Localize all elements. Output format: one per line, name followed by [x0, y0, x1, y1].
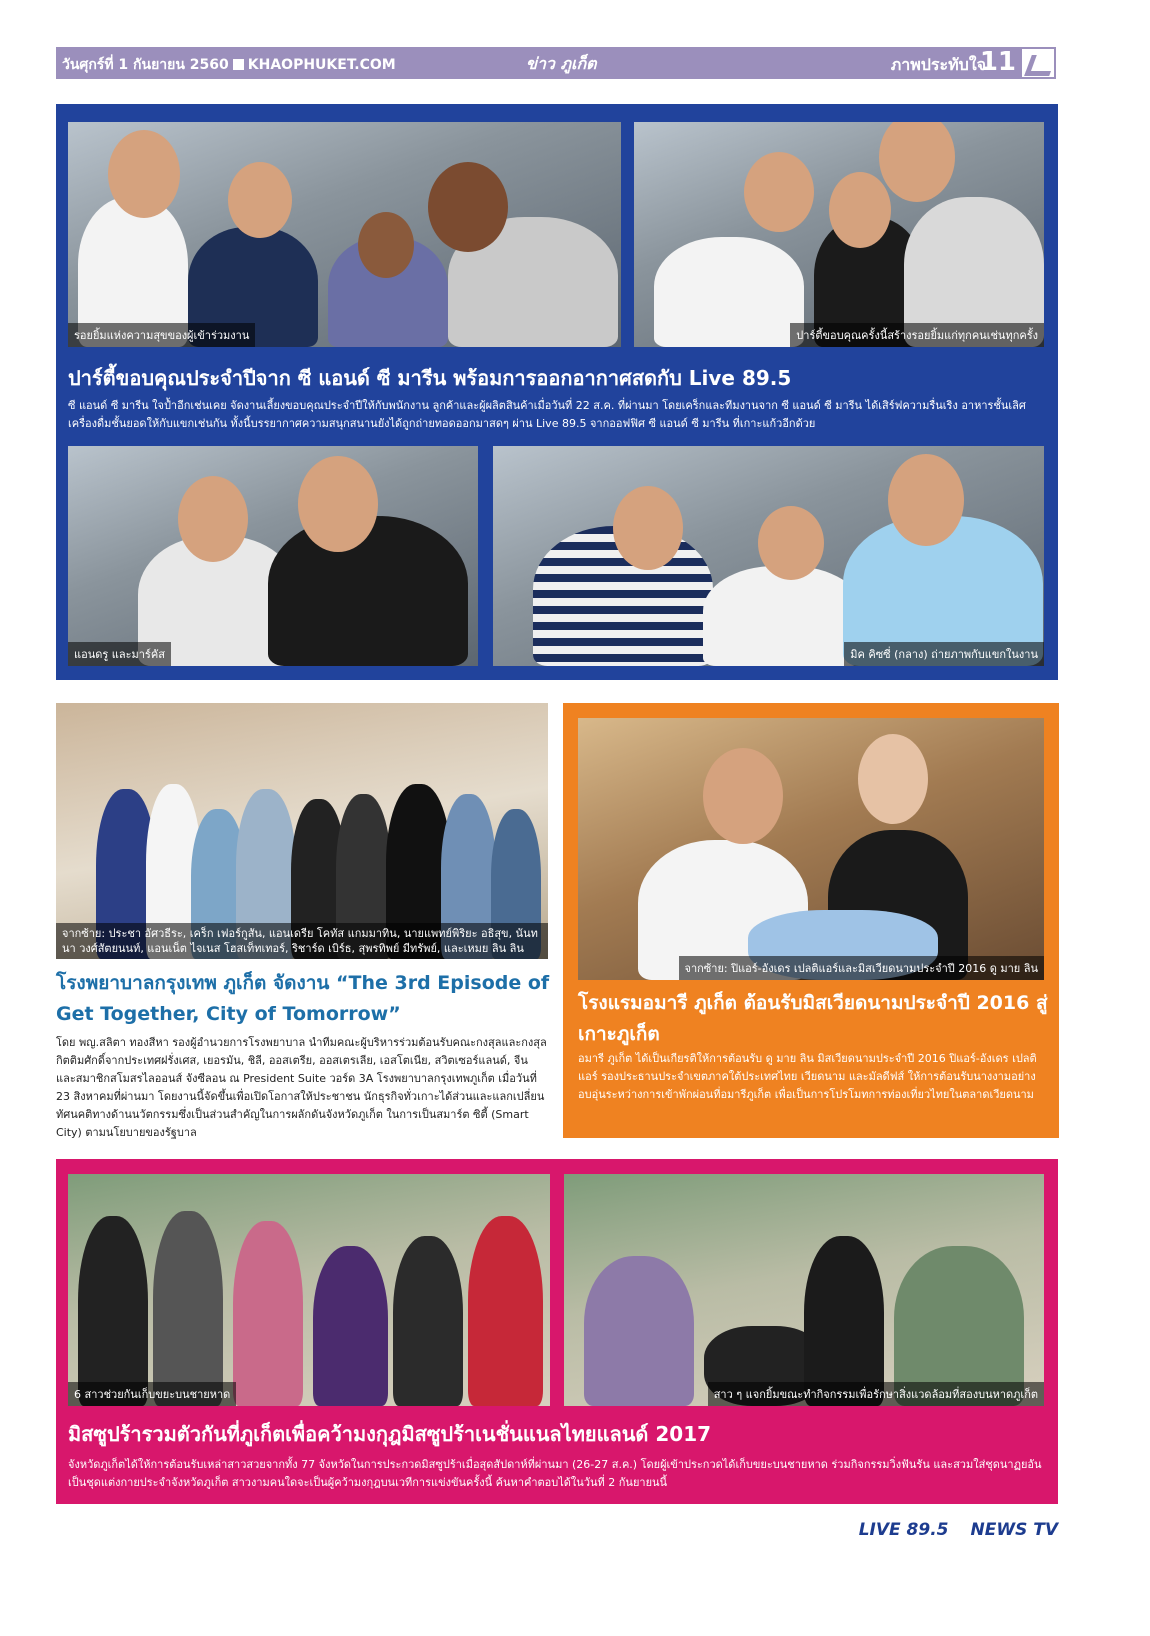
corner-arrow-icon: [1020, 47, 1056, 79]
person-face: [613, 486, 683, 570]
photo-caption: แอนดรู และมาร์คัส: [68, 642, 171, 666]
photo-caption: จากซ้าย: ประชา อัศวธีระ, เคร็ก เฟอร์กูสัน, แอนเดรีย โคทัส แกมมาทิน, นายแพทย์พิริยะ อธิสุข, นันทนา วงศ์สัตยนนท์, แอนเน็ต ไจเนส โฮสเท็ทเทอร์, ริชาร์ด เบิร์ธ, สุพรทิพย์ มีทรัพย์, และเหมย ลิน ลิน: [56, 923, 548, 959]
person-face: [758, 506, 824, 580]
photo-andrew-marcus: [68, 446, 478, 666]
person-face: [108, 130, 180, 218]
person-figure: [584, 1256, 694, 1406]
person-figure: [804, 1236, 884, 1406]
person-face: [829, 172, 891, 248]
article-title: โรงพยาบาลกรุงเทพ ภูเก็ต จัดงาน “The 3rd Episode of Get Together, City of Tomorrow”: [56, 972, 550, 1025]
page-number: 11: [979, 47, 1016, 77]
photo-party-guests: [68, 122, 621, 347]
article-body: จังหวัดภูเก็ตได้ให้การต้อนรับเหล่าสาวสวยจากทั้ง 77 จังหวัดในการประกวดมิสซูปร้าเมื่อสุดสัปดาห์ที่ผ่านมา (26-27 ส.ค.) โดยผู้เข้าประกวดได้เก็บขยะบนชายหาด ร่วมกิจกรรมวิ่งฟันรัน และสวมใส่ชุดนาฏยอันเป็นชุดแต่งกายประจำจังหวัดภูเก็ต สาวงามคนใดจะเป็นผู้คว้ามงกุฎบนเวทีการแข่งขันครั้งนี้ ค้นหาคำตอบได้ในวันที่ 2 กันยายนนี้: [68, 1458, 1042, 1489]
person-face: [879, 122, 955, 202]
news-tv-logo: NEWS TV: [970, 1520, 1058, 1540]
article-title: โรงแรมอมารี ภูเก็ต ต้อนรับมิสเวียดนามประจำปี 2016 สู่เกาะภูเก็ต: [578, 992, 1048, 1045]
person-figure: [393, 1236, 463, 1406]
site-name[interactable]: KHAOPHUKET.COM: [247, 57, 396, 73]
person-figure: [654, 237, 804, 347]
article-title: ปาร์ตี้ขอบคุณประจำปีจาก ซี แอนด์ ซี มารีน พร้อมการออกอากาศสดกับ Live 89.5: [68, 366, 792, 390]
footer-logos: [859, 1517, 1058, 1543]
photo-beach-cleanup-smiles: [564, 1174, 1044, 1406]
person-face: [858, 734, 928, 824]
person-face: [703, 748, 783, 844]
photo-caption: ปาร์ตี้ขอบคุณครั้งนี้สร้างรอยยิ้มแก่ทุกคนเช่นทุกครั้ง: [790, 323, 1044, 347]
masthead-logo: ข่าว ภูเก็ต: [526, 54, 597, 73]
person-figure: [233, 1221, 303, 1406]
photo-party-host: [634, 122, 1044, 347]
photo-mick-kissy: [493, 446, 1044, 666]
issue-date-text: วันศุกร์ที่ 1 กันยายน 2560: [62, 57, 229, 73]
person-face: [228, 162, 292, 238]
section-title: ภาพประทับใจ: [890, 55, 986, 74]
person-figure: [78, 1216, 148, 1406]
article-body: โดย พญ.สลิตา ทองสีหา รองผู้อำนวยการโรงพยาบาล นำทีมคณะผู้บริหารร่วมต้อนรับคณะกงสุลและกงสุลกิตติมศักดิ์จากประเทศฝรั่งเศส, เยอรมัน, ชิลี, ออสเตรีย, ออสเตรเลีย, เอสโตเนีย, สวิตเซอร์แลนด์, จีน และสมาชิกสโมสรไลออนส์ จังซีลอน ณ President Suite วอร์ด 3A โรงพยาบาลกรุงเทพภูเก็ต เมื่อวันที่ 23 สิงหาคมที่ผ่านมา โดยงานนี้จัดขึ้นเพื่อเปิดโอกาสให้ประชาชน นักธุรกิจทั่วเกาะได้ส่วนและแลกเปลี่ยนทัศนคติทางด้านนวัตกรรมซึ่งเป็นส่วนสำคัญในการผลักดันจังหวัดภูเก็ต ในการเป็นสมาร์ต ซิตี้ (Smart City) ตามนโยบายของรัฐบาล: [56, 1036, 547, 1139]
photo-caption: รอยยิ้มแห่งความสุขของผู้เข้าร่วมงาน: [68, 323, 255, 347]
photo-beach-cleanup-group: [68, 1174, 550, 1406]
person-face: [744, 152, 814, 232]
person-figure: [703, 566, 863, 666]
issue-date: [62, 54, 396, 76]
person-face: [428, 162, 508, 252]
person-figure: [268, 516, 468, 666]
page-header: [56, 47, 1056, 79]
person-face: [358, 212, 414, 278]
photo-caption: จากซ้าย: ปิแอร์-อังเดร เปลติแอร์และมิสเวียดนามประจำปี 2016 ดู มาย ลิน: [679, 956, 1044, 980]
person-face: [298, 456, 378, 552]
photo-caption: สาว ๆ แจกยิ้มขณะทำกิจกรรมเพื่อรักษาสิ่งแวดล้อมที่สองบนหาดภูเก็ต: [708, 1382, 1044, 1406]
photo-caption: 6 สาวช่วยกันเก็บขยะบนชายหาด: [68, 1382, 236, 1406]
person-face: [178, 476, 248, 562]
live-radio-logo: LIVE 89.5: [858, 1520, 949, 1540]
photo-miss-vietnam: [578, 718, 1044, 980]
photo-caption: มิค คิซซี่ (กลาง) ถ่ายภาพกับแขกในงาน: [844, 642, 1044, 666]
person-figure: [153, 1211, 223, 1406]
article-title: มิสซูปร้ารวมตัวกันที่ภูเก็ตเพื่อคว้ามงกุฎมิสซูปร้าเนชั่นแนลไทยแลนด์ 2017: [68, 1422, 712, 1446]
article-body: ซี แอนด์ ซี มารีน ใจป้ำอีกเช่นเคย จัดงานเลี้ยงขอบคุณประจำปีให้กับพนักงาน ลูกค้าและผู้ผลิตสินค้าเมื่อวันที่ 22 ส.ค. ที่ผ่านมา โดยเคร็กและทีมงานจาก ซี แอนด์ ซี มารีน ได้เสิร์ฟความรื่นเริง อาหารชั้นเลิศ เครื่องดื่มชั้นยอดให้กับแขกเช่นกัน ทั้งนี้บรรยากาศความสนุกสนานยังได้ถูกถ่ายทอดออกมาสดๆ ผ่าน Live 89.5 จากออฟฟิศ ซี แอนด์ ซี มารีน ที่เกาะแก้วอีกด้วย: [68, 399, 1026, 430]
photo-hospital-group: [56, 703, 548, 959]
person-figure: [468, 1216, 543, 1406]
person-face: [888, 454, 964, 546]
square-separator-icon: [233, 59, 244, 70]
person-figure: [313, 1246, 388, 1406]
article-body: อมารี ภูเก็ต ได้เป็นเกียรติให้การต้อนรับ ดู มาย ลิน มิสเวียดนามประจำปี 2016 ปิแอร์-อังเดร เปลติแอร์ รองประธานประจำเขตภาคใต้ประเทศไทย เวียดนาม และมัลดีฟส์ ให้การต้อนรับนางงามอย่างอบอุ่นระหว่างการเข้าพักผ่อนที่อมารีภูเก็ต เพื่อเป็นการโปรโมทการท่องเที่ยวไทยในตลาดเวียดนาม: [578, 1052, 1037, 1101]
